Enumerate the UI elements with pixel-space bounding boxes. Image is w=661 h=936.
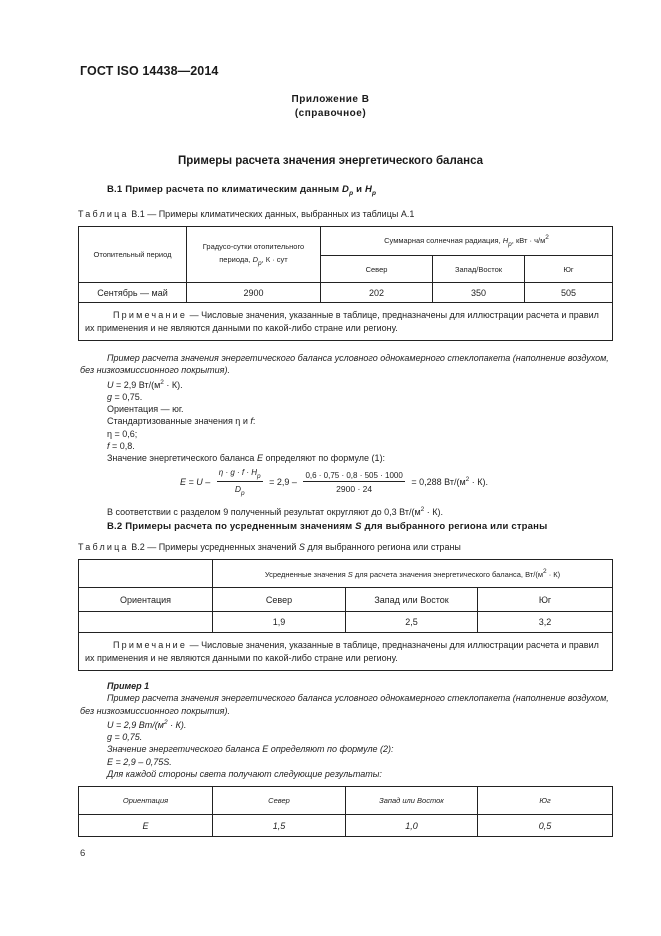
cell-degree-days: 2900 (187, 283, 321, 303)
std-values: Стандартизованные значения η и f: (107, 416, 256, 427)
cell-e: E (79, 815, 213, 837)
eta-value: η = 0,6; (107, 428, 138, 439)
cell-period: Сентябрь — май (79, 283, 187, 303)
table-b2-note: Примечание — Числовые значения, указанные в таблице, предназначены для иллюстрации расчета и правил их применения и не являются данными по какой-либо стране или региону. (79, 633, 613, 671)
table-b1-note: Примечание — Числовые значения, указанные в таблице, предназначены для иллюстрации расчета и правил их применения и не являются данными по какой-либо стране или региону. (79, 303, 613, 341)
formula-intro: Значение энергетического баланса E определяют по формуле (1): (107, 453, 386, 464)
cell-south: 3,2 (478, 612, 613, 633)
table-row (79, 815, 613, 837)
header-orientation: Ориентация (79, 588, 213, 612)
table-b1-caption: Таблица В.1 — Примеры климатических данных, выбранных из таблицы А.1 (78, 209, 415, 219)
header-south: Юг (478, 588, 613, 612)
table-b2-caption: Таблица В.2 — Примеры усредненных значений S для выбранного региона или страны (78, 542, 461, 552)
cell-west-east: 1,0 (346, 815, 478, 837)
u-value: U = 2,9 $Вт/(м^2 \cdot К)$. (107, 718, 187, 730)
header-empty (79, 560, 213, 588)
section-b2-heading: В.2 Примеры расчета по усредненным значениям S для выбранного региона или страны (107, 521, 548, 532)
annex-title: Приложение В (291, 94, 370, 105)
header-period: Отопительный период (79, 227, 187, 283)
header-radiation: Суммарная солнечная радиация, Hp, кВт · ч/м2 (321, 227, 613, 256)
example-1-title: Пример 1 (107, 681, 150, 691)
formula-2: E = 2,9 – 0,75S. (107, 756, 172, 767)
example-b1-body (80, 352, 612, 465)
cell-south: 0,5 (478, 815, 613, 837)
table-results (78, 786, 613, 837)
table-b2 (78, 559, 613, 671)
results-intro: Для каждой стороны света получают следующие результаты: (107, 769, 382, 780)
g-value: g = 0,75. (107, 732, 143, 743)
orientation: Ориентация — юг. (107, 404, 184, 415)
g-value: g = 0,75. (107, 391, 143, 402)
example-b1-intro: Пример расчета значения энергетического баланса условного однокамерного стеклопакета (наполнение воздухом, без низкоэмиссионного покрытия). (80, 353, 609, 376)
annex-subtitle: (справочное) (294, 108, 367, 119)
section-b1-heading: В.1 Пример расчета по климатическим данным $D_p$ и $H_p$ (107, 184, 377, 197)
header-south: Юг (525, 256, 613, 283)
document-code: ГОСТ ISO 14438—2014 (80, 64, 219, 78)
cell-west-east: 350 (433, 283, 525, 303)
header-west-east: Запад/Восток (433, 256, 525, 283)
cell-empty (79, 612, 213, 633)
cell-north: 202 (321, 283, 433, 303)
formula-1: E = U – $\frac{\eta \cdot g \cdot f \cdot H_p}{D_p}$ = 2,9 – $\frac{0,6 \cdot 0,75 \cdot 0,8 \cdot 505 \cdot 1000}{2900 \cdot 24}$ = 0,288 $Вт/(м^2 \cdot К)$. (180, 468, 489, 497)
header-north: Север (213, 787, 346, 815)
header-south: Юг (478, 787, 613, 815)
formula-intro: Значение энергетического баланса E определяют по формуле (2): (107, 744, 394, 755)
example-1-intro: Пример расчета значения энергетического баланса условного однокамерного стеклопакета (наполнение воздухом, без низкоэмиссионного покрытия). (80, 693, 609, 716)
fraction-symbolic: $\frac{\eta \cdot g \cdot f \cdot H_p}{D_p}$ (218, 468, 261, 497)
header-north: Север (321, 256, 433, 283)
fraction-numeric: $\frac{0,6 \cdot 0,75 \cdot 0,8 \cdot 505 \cdot 1000}{2900 \cdot 24}$ (305, 471, 403, 494)
table-row (79, 612, 613, 633)
table-row (79, 283, 613, 303)
f-value: f = 0,8. (107, 441, 135, 452)
cell-south: 505 (525, 283, 613, 303)
header-west-east: Запад или Восток (346, 787, 478, 815)
header-average-s: Усредненные значения S для расчета значения энергетического баланса, Вт/(м2 · К) (213, 560, 613, 588)
main-title: Примеры расчета значения энергетического баланса (177, 155, 484, 167)
page-number: 6 (80, 848, 86, 859)
header-degree-days: Градусо-сутки отопительного периода, Dp, К · сут (187, 227, 321, 283)
u-value: U = 2,9 $Вт/(м^2 \cdot К)$. (107, 378, 183, 390)
example-1-body (80, 680, 612, 780)
rounding-note: В соответствии с разделом 9 полученный результат округляют до 0,3 $Вт/(м^2 \cdot К)$. (107, 506, 444, 517)
header-west-east: Запад или Восток (346, 588, 478, 612)
table-b1 (78, 226, 613, 341)
cell-north: 1,5 (213, 815, 346, 837)
cell-west-east: 2,5 (346, 612, 478, 633)
header-orientation: Ориентация (79, 787, 213, 815)
cell-north: 1,9 (213, 612, 346, 633)
header-north: Север (213, 588, 346, 612)
